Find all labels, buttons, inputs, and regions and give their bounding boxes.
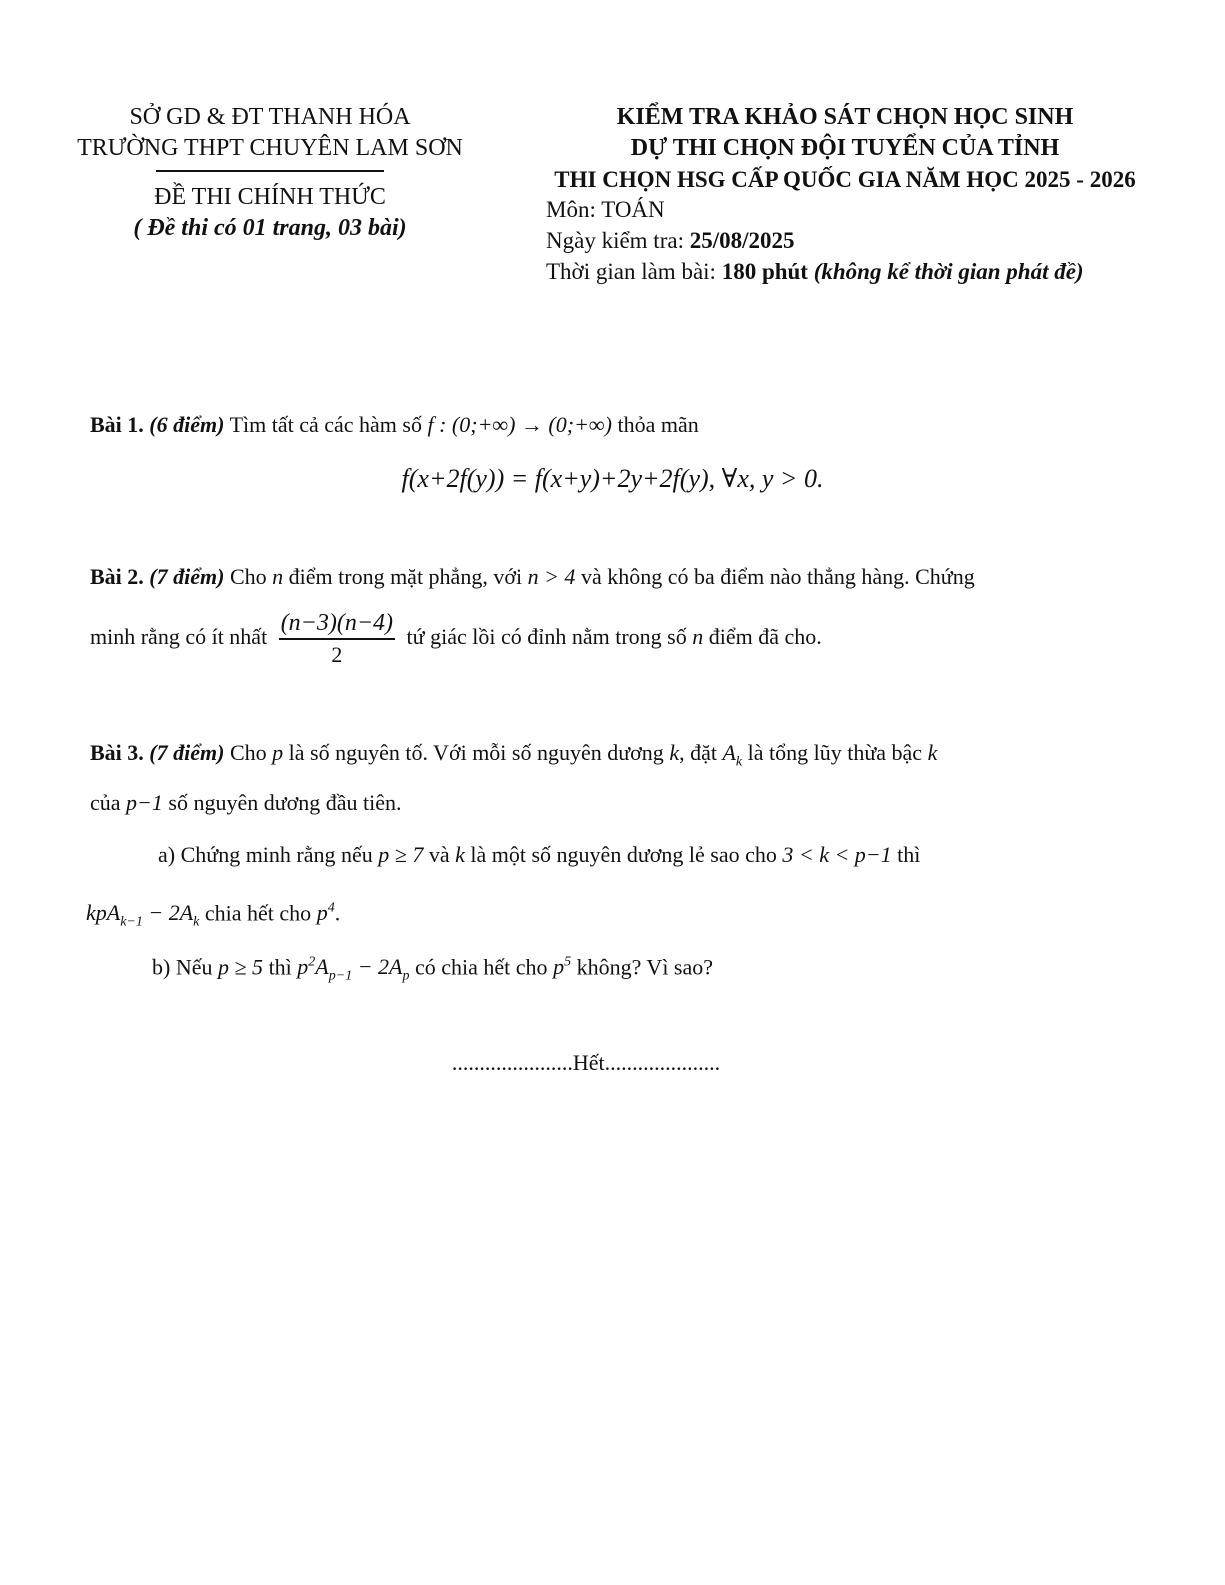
part-b-t1: Nếu — [175, 954, 213, 980]
problem-2-t4: minh rằng có ít nhất — [90, 624, 268, 650]
problem-3-Ak: $A_k$ — [722, 740, 743, 770]
header-left — [40, 102, 500, 244]
part-a-power: $p^4$ — [316, 900, 335, 926]
part-b-t3: có chia hết cho — [415, 954, 548, 980]
problem-2-n2: n — [692, 624, 704, 650]
part-b-t4: không? Vì sao? — [576, 954, 714, 980]
part-a-end: . — [334, 900, 341, 926]
part-b-cond: p ≥ 5 — [217, 954, 264, 980]
problem-3-t6: số nguyên dương đầu tiên. — [168, 790, 402, 815]
part-a-t1: Chứng minh rằng nếu — [180, 842, 373, 867]
problem-2-t3: và không có ba điểm nào thẳng hàng. Chứng — [580, 564, 975, 589]
problem-3-p: p — [272, 740, 284, 765]
fraction-denominator: 2 — [331, 642, 343, 667]
problem-3a-line2 — [86, 894, 340, 938]
problem-2-label: Bài 2. — [90, 564, 144, 589]
date-line — [546, 225, 1084, 256]
header-right-info — [546, 194, 1084, 287]
problem-3-line2 — [90, 788, 402, 818]
part-a-cond1: p ≥ 7 — [378, 842, 424, 867]
subject-label: Môn: — [546, 197, 602, 222]
part-b-label: b) — [152, 954, 171, 980]
problem-3-points: (7 điểm) — [149, 740, 225, 765]
school-name: TRƯỜNG THPT CHUYÊN LAM SƠN — [77, 135, 463, 161]
problem-2-t6: điểm đã cho. — [708, 624, 822, 650]
part-a-label: a) — [158, 842, 176, 867]
part-a-t4: thì — [897, 842, 921, 867]
problem-3b-line — [152, 948, 713, 992]
subject-line — [546, 194, 1084, 225]
problem-2-line2 — [90, 608, 822, 670]
fraction-numerator: (n−3)(n−4) — [279, 608, 395, 640]
subject-value: TOÁN — [601, 197, 665, 222]
problem-3-k: k — [669, 740, 680, 765]
problem-2-t5: tứ giác lồi có đỉnh nằm trong số — [406, 624, 687, 650]
time-value: 180 phút — [721, 259, 808, 284]
problem-3-line1 — [90, 738, 937, 777]
end-marker: ......................Hết..................... — [451, 1050, 721, 1075]
problem-1-text2: thỏa mãn — [617, 412, 699, 437]
exam-title-line3: THI CHỌN HSG CẤP QUỐC GIA NĂM HỌC 2025 - 2026 — [554, 167, 1136, 192]
part-b-power: $p^5$ — [553, 954, 572, 980]
header-divider — [156, 170, 384, 172]
problem-1-statement — [90, 410, 699, 440]
header-right-title — [500, 102, 1190, 195]
problem-3-t3: , đặt — [679, 740, 717, 765]
problem-2-t1: Cho — [229, 564, 267, 589]
exam-page-note: ( Đề thi có 01 trang, 03 bài) — [133, 215, 407, 241]
problem-2-condition: n > 4 — [527, 564, 576, 589]
exam-title-line1: KIỂM TRA KHẢO SÁT CHỌN HỌC SINH — [616, 104, 1074, 130]
problem-1-function: f : (0;+∞) → (0;+∞) — [427, 412, 612, 437]
problem-2-n: n — [272, 564, 284, 589]
part-a-expression: $kpA_{k-1} - 2A_k$ — [86, 900, 200, 930]
date-value: 25/08/2025 — [689, 228, 795, 253]
exam-type: ĐỀ THI CHÍNH THỨC — [154, 184, 386, 210]
part-a-t3: là một số nguyên dương lẻ sao cho — [470, 842, 777, 867]
problem-1-equation — [0, 464, 1225, 494]
part-a-t2: và — [428, 842, 450, 867]
part-a-k: k — [455, 842, 465, 867]
part-a-t5: chia hết cho — [204, 900, 312, 926]
problem-1-label: Bài 1. — [90, 412, 144, 437]
date-label: Ngày kiểm tra: — [546, 228, 690, 253]
problem-1-text: Tìm tất cả các hàm số — [229, 412, 422, 437]
problem-2-line1 — [90, 562, 975, 592]
problem-3-t5: của — [90, 790, 121, 815]
exam-title-line2: DỰ THI CHỌN ĐỘI TUYỂN CỦA TỈNH — [630, 135, 1060, 161]
problem-3-p-minus-1: p−1 — [126, 790, 163, 815]
problem-2-fraction — [279, 608, 395, 670]
part-b-expression: $p^2A_{p-1} - 2A_p$ — [297, 954, 410, 984]
problem-1-points: (6 điểm) — [149, 412, 225, 437]
problem-3a-line1 — [158, 840, 920, 870]
problem-3-label: Bài 3. — [90, 740, 144, 765]
part-b-t2: thì — [268, 954, 292, 980]
problem-2-t2: điểm trong mặt phẳng, với — [288, 564, 523, 589]
time-label: Thời gian làm bài: — [546, 259, 722, 284]
problem-3-k2: k — [927, 740, 938, 765]
problem-3-t1: Cho — [229, 740, 267, 765]
time-line — [546, 256, 1084, 287]
problem-2-points: (7 điểm) — [149, 564, 225, 589]
time-note: (không kể thời gian phát đề) — [813, 259, 1084, 284]
problem-3-t2: là số nguyên tố. Với mỗi số nguyên dương — [288, 740, 664, 765]
department-name: SỞ GD & ĐT THANH HÓA — [129, 104, 411, 130]
problem-3-t4: là tổng lũy thừa bậc — [747, 740, 923, 765]
functional-equation: f(x+2f(y)) = f(x+y)+2y+2f(y), ∀x, y > 0. — [401, 464, 824, 493]
part-a-cond2: 3 < k < p−1 — [782, 842, 892, 867]
